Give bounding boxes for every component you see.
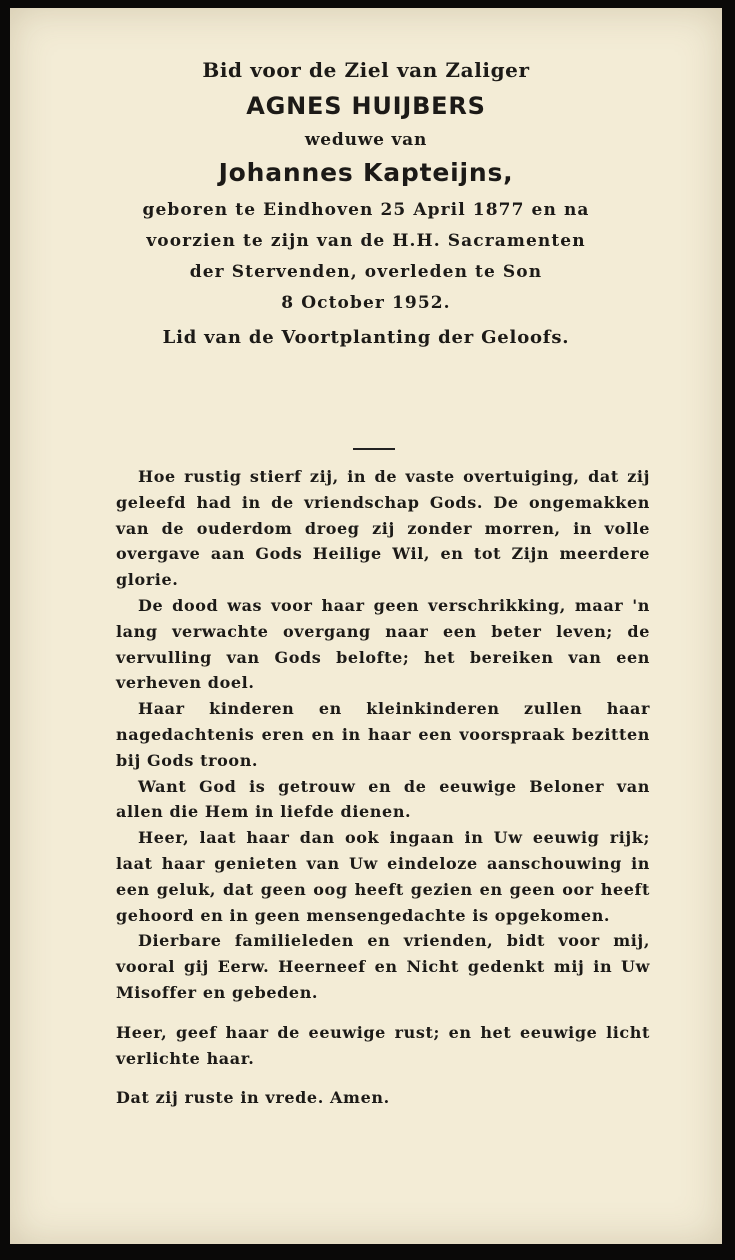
widow-of-line: weduwe van	[304, 130, 428, 150]
paragraph-4: Want God is getrouw en de eeuwige Beloner van allen die Hem in liefde dienen.	[116, 776, 650, 822]
born-line: geboren te Eindhoven 25 April 1877 en na	[142, 200, 590, 220]
paragraph-1: Hoe rustig stierf zij, in de vaste overtuiging, dat zij geleefd had in de vriendschap Gods. De ongemakken van de ouderdom droeg zij zonder morren, in volle overgave aan Gods Heilige Wil, en tot Zijn meerdere glorie.	[116, 467, 650, 590]
husband-name: Johannes Kapteijns,	[218, 158, 514, 187]
paragraph-7: Heer, geef haar de eeuwige rust; en het eeuwige licht verlichte haar.	[116, 1022, 650, 1068]
deceased-name: AGNES HUIJBERS	[246, 92, 486, 120]
paragraph-6: Dierbare familieleden en vrienden, bidt voor mij, vooral gij Eerw. Heerneef en Nicht gedenkt mij in Uw Misoffer en gebeden.	[116, 931, 650, 1002]
death-date: 8 October 1952.	[281, 293, 451, 313]
divider-rule	[353, 448, 395, 450]
member-line: Lid van de Voortplanting der Geloofs.	[162, 327, 570, 348]
died-line: der Stervenden, overleden te Son	[189, 262, 543, 282]
memorial-card	[10, 8, 722, 1244]
prayer-line: Bid voor de Ziel van Zaliger	[202, 58, 530, 82]
card-header	[10, 58, 722, 348]
paragraph-5: Heer, laat haar dan ook ingaan in Uw eeuwig rijk; laat haar genieten van Uw eindeloze aanschouwing in een geluk, dat geen oog heeft gezien en geen oor heeft gehoord en in geen mensengedachte is opgekomen.	[116, 828, 650, 925]
paragraph-2: De dood was voor haar geen verschrikking, maar 'n lang verwachte overgang naar een beter leven; de vervulling van Gods belofte; het bereiken van een verheven doel.	[116, 595, 650, 693]
sacrament-line: voorzien te zijn van de H.H. Sacramenten	[146, 231, 586, 251]
paragraph-3: Haar kinderen en kleinkinderen zullen haar nagedachtenis eren en in haar een voorspraak bezitten bij Gods troon.	[116, 699, 650, 770]
paragraph-8: Dat zij ruste in vrede. Amen.	[116, 1088, 390, 1108]
card-body	[116, 464, 650, 1111]
